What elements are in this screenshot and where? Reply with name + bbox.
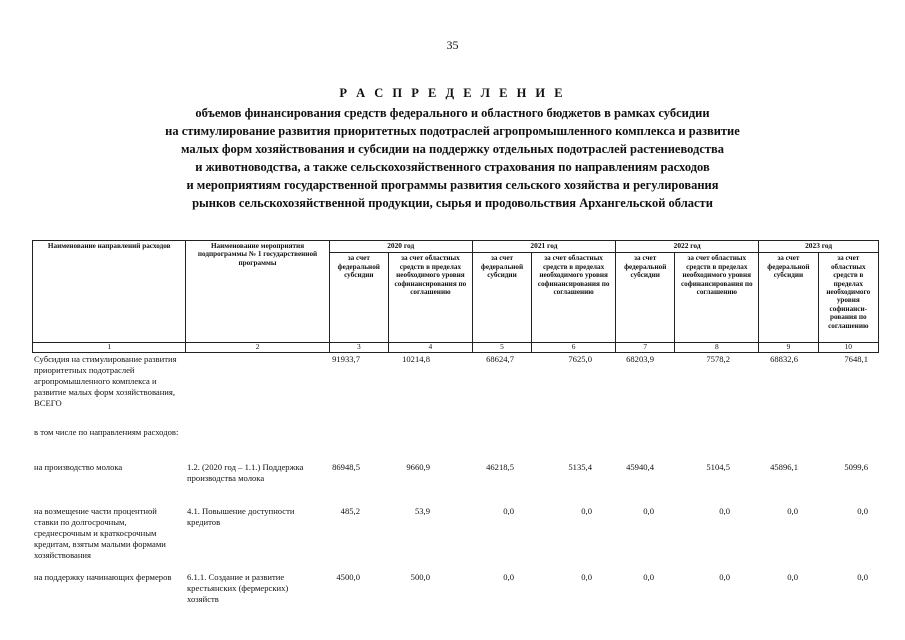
column-number: 1	[33, 343, 186, 352]
value-cell: 500,0	[410, 572, 430, 582]
row-direction: на поддержку начинающих фермеров	[34, 572, 172, 582]
value-cell: 0,0	[503, 506, 514, 516]
value-cell: 0,0	[857, 506, 868, 516]
subtitle-line: объемов финансирования средств федерального и областного бюджетов в рамках субсидии	[195, 106, 710, 120]
header-federal: за счет федеральной субсидии	[472, 253, 531, 343]
row-event: 1.2. (2020 год – 1.1.) Поддержка производства молока	[187, 462, 304, 483]
header-regional: за счет областных средств в пределах необходимого уровня софинансирования по соглашению	[675, 253, 759, 343]
value-cell: 53,9	[414, 506, 430, 516]
value-cell: 68624,7	[486, 354, 514, 364]
value-cell: 5099,6	[844, 462, 868, 472]
value-cell: 485,2	[340, 506, 360, 516]
subtitle-line: рынков сельскохозяйственной продукции, сырья и продовольствия Архангельской области	[192, 196, 713, 210]
row-event: 6.1.1. Создание и развитие крестьянских (фермерских) хозяйств	[187, 572, 289, 604]
value-cell: 86948,5	[332, 462, 360, 472]
value-cell: 45896,1	[770, 462, 798, 472]
funding-table-header	[32, 240, 879, 353]
header-federal: за счет федеральной субсидии	[759, 253, 818, 343]
subtitle-line: на стимулирование развития приоритетных подотраслей агропромышленного комплекса и развитие	[165, 124, 740, 138]
value-cell: 68203,9	[626, 354, 654, 364]
value-cell: 0,0	[719, 506, 730, 516]
subtitle-line: и мероприятиям государственной программы развития сельского хозяйства и регулирования	[186, 178, 719, 192]
value-cell: 46218,5	[486, 462, 514, 472]
header-year-2020: 2020 год	[329, 241, 472, 253]
value-cell: 4500,0	[336, 572, 360, 582]
value-cell: 0,0	[581, 506, 592, 516]
value-cell: 45940,4	[626, 462, 654, 472]
header-event: Наименование мероприятия подпрограммы № 1 государственной программы	[186, 241, 329, 343]
document-subtitle	[0, 104, 905, 212]
value-cell: 7648,1	[844, 354, 868, 364]
value-cell: 10214,8	[402, 354, 430, 364]
page-number: 35	[446, 38, 459, 52]
column-number: 4	[388, 343, 472, 352]
header-year-2023: 2023 год	[759, 241, 879, 253]
column-number: 9	[759, 343, 818, 352]
value-cell: 0,0	[581, 572, 592, 582]
header-direction: Наименование направлений расходов	[33, 241, 186, 343]
header-regional: за счет областных средств в пределах необходимого уровня софинансирования по соглашению	[388, 253, 472, 343]
document-title: Р А С П Р Е Д Е Л Е Н И Е	[339, 86, 566, 100]
row-direction: Субсидия на стимулирование развития приоритетных подотраслей агропромышленного комплекса и развитие малых форм хозяйствования, ВСЕГО	[34, 354, 177, 408]
header-federal: за счет федеральной субсидии	[616, 253, 675, 343]
header-year-2022: 2022 год	[616, 241, 759, 253]
column-number: 2	[186, 343, 329, 352]
value-cell: 0,0	[643, 506, 654, 516]
column-number-row	[33, 343, 879, 352]
column-number: 5	[472, 343, 531, 352]
column-number: 10	[818, 343, 878, 352]
header-federal: за счет федеральной субсидии	[329, 253, 388, 343]
value-cell: 7578,2	[706, 354, 730, 364]
row-direction: на производство молока	[34, 462, 123, 472]
value-cell: 91933,7	[332, 354, 360, 364]
row-direction: в том числе по направлениям расходов:	[34, 427, 179, 437]
value-cell: 5104,5	[706, 462, 730, 472]
subtitle-line: малых форм хозяйствования и субсидии на поддержку отдельных подотраслей растениеводства	[180, 142, 725, 156]
column-number: 8	[675, 343, 759, 352]
header-year-2021: 2021 год	[472, 241, 615, 253]
value-cell: 5135,4	[568, 462, 592, 472]
column-number: 6	[532, 343, 616, 352]
column-number: 3	[329, 343, 388, 352]
row-direction: на возмещение части процентной ставки по долгосрочным, среднесрочным и краткосрочным кредитам, взятым малыми формами хозяйствования	[34, 506, 166, 560]
value-cell: 0,0	[643, 572, 654, 582]
value-cell: 0,0	[503, 572, 514, 582]
value-cell: 0,0	[787, 506, 798, 516]
value-cell: 0,0	[787, 572, 798, 582]
header-row-years	[33, 241, 879, 253]
value-cell: 0,0	[857, 572, 868, 582]
value-cell: 9660,9	[406, 462, 430, 472]
value-cell: 68832,6	[770, 354, 798, 364]
row-event: 4.1. Повышение доступности кредитов	[187, 506, 295, 527]
value-cell: 7625,0	[568, 354, 592, 364]
subtitle-line: и животноводства, а также сельскохозяйственного страхования по направлениям расходов	[195, 160, 710, 174]
value-cell: 0,0	[719, 572, 730, 582]
header-regional: за счет областных средств в пределах необходимого уровня софинанси-рования по соглашению	[818, 253, 878, 343]
header-regional: за счет областных средств в пределах необходимого уровня софинансирования по соглашению	[532, 253, 616, 343]
column-number: 7	[616, 343, 675, 352]
